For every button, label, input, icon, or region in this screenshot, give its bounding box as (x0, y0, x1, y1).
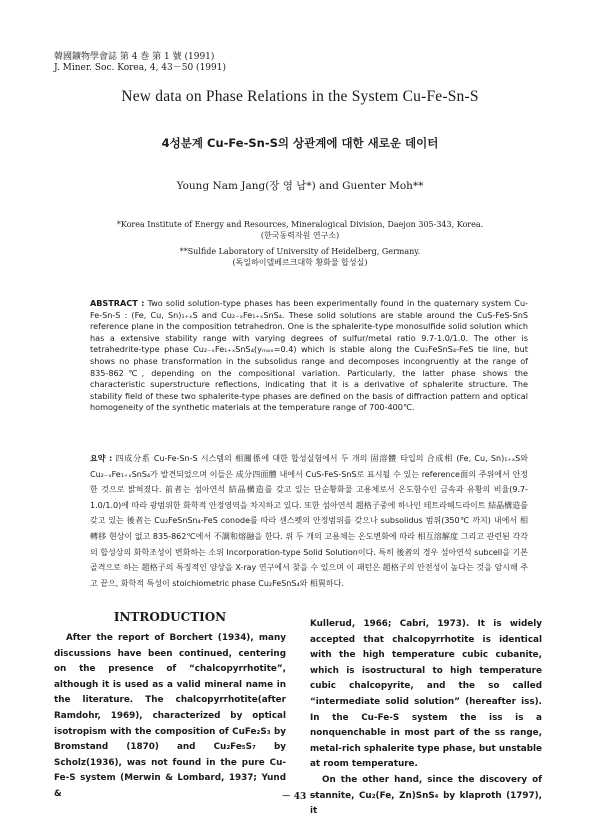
affiliation-2-korean: (독일하이델베르크대학 황화물 합성실) (232, 258, 368, 267)
abstract-label: ABSTRACT : (90, 298, 145, 308)
korean-abstract-label: 요약 : (90, 454, 113, 463)
journal-line-english: J. Miner. Soc. Korea, 4, 43－50 (1991) (54, 63, 226, 73)
introduction-paragraph-1-continued: Kullerud, 1966; Cabri, 1973). It is widely accepted that chalcopyrrhotite is identical with the high temperature cubic cubanite, which is isostructural to high temperature cubic chalcopyrite, and the so called “intermediate solid solution” (hereafter iss). In the Cu-Fe-S system the iss is a nonquenchable in most part of the ss range, metal-rich sphalerite type phase, but unstable at room temperature. (310, 619, 542, 770)
abstract-text: Two solid solution-type phases has been experimentally found in the quaternary system Cu-Fe-Sn-S : (Fe, Cu, Sn)₁₊ₓS and Cu₂₋ₓFe₁₊ₓSnS₄. These solid solutions are stable around the CuS-FeS-SnS reference plane in the composition tetrahedron. One is the sphalerite-type monosulfide solid solution which has a extensive stability range with varying degrees of sulfur/metal ratio 9.7-1.0/1.0. The other is tetrahedrite-type phase Cu₂₋ₓFe₁₊ₓSnS₄(yₘₐₓ=0.4) which is stable along the Cu₂FeSnS₄-FeS tie line, but shows no phase transformation in the subsolidus range and decomposes incongruently at the range of 835-862℃, depending on the compositional variation. Particularly, the latter phase shows the characteristic superstructure reflections, indicating that it is a derivative of sphalerite structure. The stability field of these two sphalerite-type phases are defined on the basis of diffraction pattern and optical homogeneity of the synthetic materials at the temperature range of 700-400℃. (90, 298, 529, 413)
affiliation-1-korean: (한국동력자원 연구소) (260, 231, 340, 240)
left-column (54, 610, 286, 803)
korean-abstract (90, 451, 528, 591)
authors: Young Nam Jang(장 영 남*) and Guenter Moh** (176, 180, 424, 192)
introduction-paragraph-1: After the report of Borchert (1934), many discussions have been continued, centering on the presence of “chalcopyrrhotite”, although it is used as a valid mineral name in the literature. The chalcopyrrhotite(after Ramdohr, 1969), characterized by optical isotropism with the composition of CuFe₂S₃ by Bromstand (1870) and Cu₂Fe₅S₇ by Scholz(1936), was not found in the pure Cu-Fe-S system (Merwin & Lombard, 1937; Yund & (54, 633, 286, 799)
affiliation-1 (0, 219, 600, 241)
affiliation-1-english: *Korea Institute of Energy and Resources, Mineralogical Division, Daejon 305-343, Korea. (116, 220, 484, 229)
journal-header (54, 52, 226, 74)
introduction-heading: INTRODUCTION (113, 610, 227, 624)
abstract (90, 298, 528, 414)
introduction-paragraph-2: On the other hand, since the discovery of stannite, Cu₂(Fe, Zn)SnS₄ by klaproth (1797), it (310, 774, 542, 817)
page-number: － 43 － (281, 792, 319, 802)
journal-line-korean: 韓國鑛物學會誌 第 4 巻 第 1 號 (1991) (54, 52, 215, 62)
paper-title: New data on Phase Relations in the System Cu-Fe-Sn-S (121, 88, 479, 105)
korean-abstract-text: 四成分系 Cu-Fe-Sn-S 시스템의 相關係에 대한 합성실험에서 두 개의 固溶體 타입의 合成相 (Fe, Cu, Sn)₁₊ₓS와 Cu₂₋ₓFe₁₊ₓSnS₄가 발견되었으며 이들은 成分四面體 내에서 CuS-FeS-SnS로 표시될 수 있는 reference面의 주위에서 안정한 것으로 밝혀졌다. 前者는 섬아연석 結晶構造를 갖고 있는 단순황화물 고용체로서 온도함수인 금속과 유황의 비율(9.7-1.0/1.0)에 따라 광범위한 화학적 안정영역을 차지하고 있다. 또한 섬아연석 超格子중에 하나인 테트라헤드라이트 結晶構造를 갖고 있는 後者는 Cu₂FeSnSn₄-FeS conode를 따라 센스펫의 안정범위를 갖으나 subsolidus 범위(350℃ 까지) 내에서 相轉移 현상이 없고 835-862℃에서 不調和熔融을 한다. 위 두 개의 고용체는 온도변화에 따라 相互溶解度 그리고 관련된 각각의 합성상의 화학조성이 변화하는 소위 Incorporation-type Solid Solution이다. 특히 後者의 경우 섬아연석 subcell을 기본골격으로 하는 超格子의 특징적인 양상을 X-ray 연구에서 찾을 수 있으며 이 패턴은 超格子의 안전성이 높다는 것을 암시해 주고 끝으, 화학적 특성이 stoichiometric phase Cu₂FeSnS₄와 相異하다. (90, 454, 528, 588)
korean-title: 4성분계 Cu-Fe-Sn-S의 상관계에 대한 새로운 데이터 (161, 136, 439, 150)
affiliation-2 (0, 246, 600, 268)
affiliation-2-english: **Sulfide Laboratory of University of Heidelberg, Germany. (179, 247, 421, 256)
